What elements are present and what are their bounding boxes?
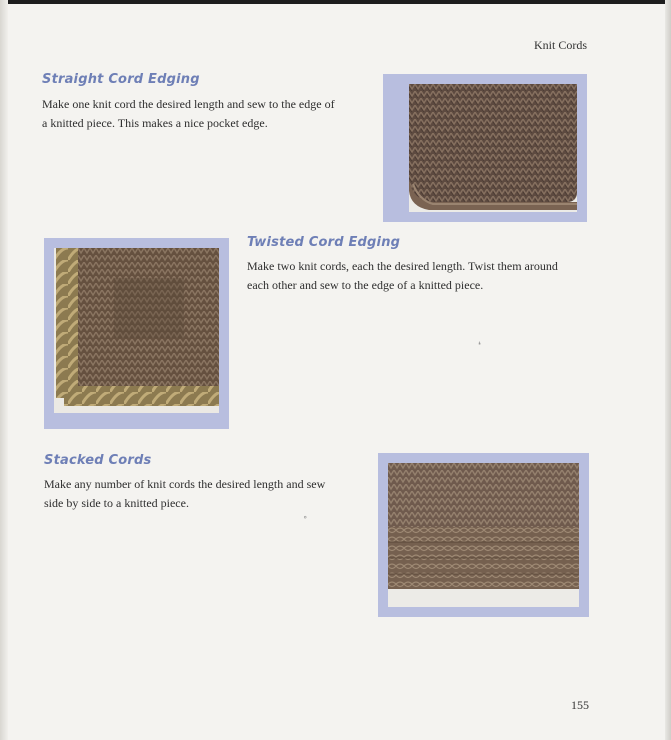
photo-frame-twisted-cord xyxy=(44,238,229,429)
body-line: Make any number of knit cords the desired length and sew xyxy=(44,477,326,491)
body-stacked-cords xyxy=(44,475,364,513)
page-top-border xyxy=(0,0,671,4)
heading-stacked-cords: Stacked Cords xyxy=(44,453,152,468)
body-line: each other and sew to the edge of a knitted piece. xyxy=(247,278,484,292)
photo-stacked-cords xyxy=(388,463,579,607)
body-line: Make one knit cord the desired length and sew to the edge of xyxy=(42,97,335,111)
page-number: 155 xyxy=(571,698,589,712)
page-right-edge xyxy=(665,0,671,740)
body-line: side by side to a knitted piece. xyxy=(44,496,189,510)
page-binding-edge xyxy=(0,0,8,740)
print-speck: ∘ xyxy=(303,512,308,522)
photo-twisted-cord-edging xyxy=(54,248,219,413)
photo-straight-cord-edging xyxy=(409,84,577,212)
photo-frame-stacked-cords xyxy=(378,453,589,617)
body-twisted-cord-edging xyxy=(247,257,597,295)
body-line: Make two knit cords, each the desired length. Twist them around xyxy=(247,259,558,273)
body-line: a knitted piece. This makes a nice pocket edge. xyxy=(42,116,268,130)
print-speck: ❛ xyxy=(478,340,481,350)
photo-frame-straight-cord xyxy=(383,74,587,222)
knit-swatch-twisted-cord-image xyxy=(54,248,219,413)
heading-twisted-cord-edging: Twisted Cord Edging xyxy=(247,235,401,250)
running-head: Knit Cords xyxy=(533,38,587,52)
body-straight-cord-edging xyxy=(42,95,372,133)
knit-swatch-stacked-cords-image xyxy=(388,463,579,607)
knit-swatch-straight-cord-image xyxy=(409,84,577,212)
heading-straight-cord-edging: Straight Cord Edging xyxy=(42,72,200,87)
